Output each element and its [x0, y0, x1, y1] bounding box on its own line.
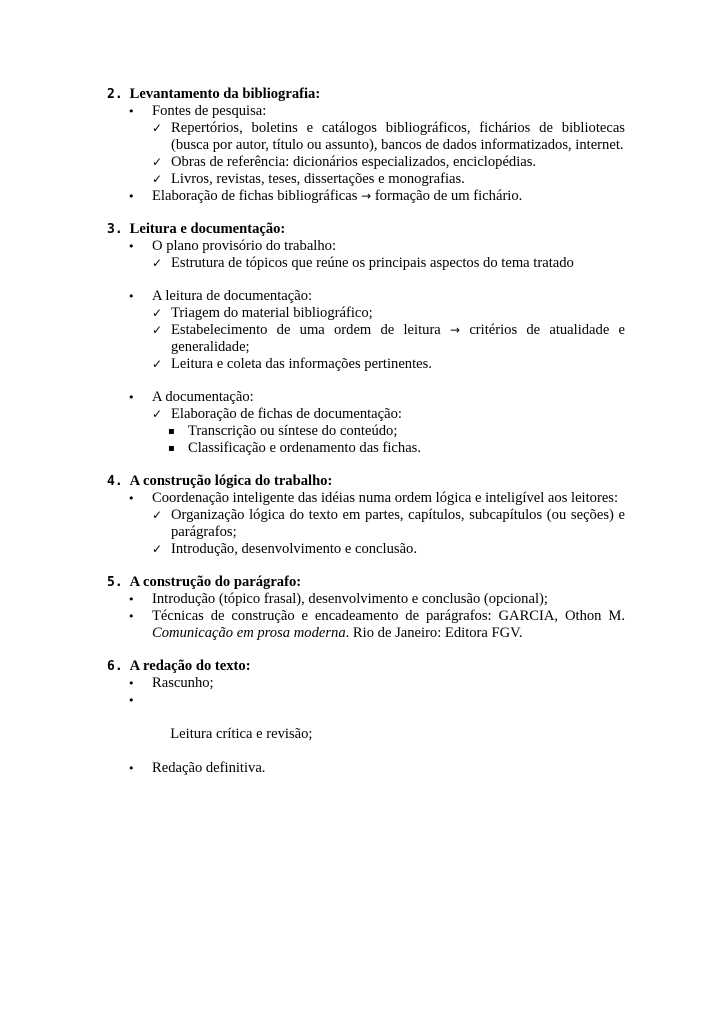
list-item: [107, 541, 625, 558]
section-title-text: A redação do texto:: [129, 658, 251, 674]
section-number: 3.: [107, 222, 123, 237]
bullet-icon: •: [128, 593, 135, 606]
section-number: 5.: [107, 575, 123, 590]
bullet-icon: •: [128, 391, 135, 404]
list-item: [107, 406, 625, 423]
list-item-text: Transcrição ou síntese do conteúdo;: [188, 423, 398, 439]
list-item: [107, 608, 625, 642]
section-title-text: Levantamento da bibliografia:: [129, 86, 321, 102]
check-icon: ✓: [152, 508, 163, 522]
bullet-icon: •: [128, 610, 135, 623]
book-title: Comunicação em prosa moderna: [152, 625, 346, 641]
arrow-right-icon: →: [361, 189, 372, 203]
list-item: [107, 675, 625, 692]
list-item: [107, 760, 625, 777]
list-item: [107, 120, 625, 154]
section-number: 4.: [107, 474, 123, 489]
list-item: [107, 507, 625, 541]
arrow-right-icon: →: [450, 323, 461, 337]
bullet-icon: •: [128, 105, 135, 118]
list-item: [107, 171, 625, 188]
bullet-icon: •: [128, 240, 135, 253]
section-title-text: A construção lógica do trabalho:: [129, 473, 333, 489]
list-item-text: Estrutura de tópicos que reúne os principais aspectos do tema tratado: [171, 255, 574, 271]
section-number: 6.: [107, 659, 123, 674]
list-item-text: Leitura crítica e revisão;: [166, 726, 313, 742]
list-item: [107, 188, 625, 205]
check-icon: ✓: [152, 323, 163, 337]
section-title-text: A construção do parágrafo:: [129, 574, 302, 590]
list-item-text: Obras de referência: dicionários especializados, enciclopédias.: [171, 154, 537, 170]
section-5-title: [107, 574, 625, 591]
bullet-icon: •: [128, 694, 135, 707]
list-item-text: Estabelecimento de uma ordem de leitura: [171, 322, 441, 338]
section-title-text: Leitura e documentação:: [129, 221, 286, 237]
bullet-icon: •: [128, 677, 135, 690]
list-item-text: O plano provisório do trabalho:: [152, 238, 337, 254]
list-item-text: A leitura de documentação:: [152, 288, 313, 304]
list-item: [107, 356, 625, 373]
check-icon: ✓: [152, 256, 163, 270]
check-icon: ✓: [152, 121, 163, 135]
list-item-text: Introdução, desenvolvimento e conclusão.: [171, 541, 417, 557]
list-item-text: Classificação e ordenamento das fichas.: [188, 440, 422, 456]
list-item: [107, 692, 625, 760]
check-icon: ✓: [152, 306, 163, 320]
list-item: [107, 389, 625, 406]
list-item-text: Elaboração de fichas de documentação:: [171, 406, 402, 422]
square-bullet-icon: ▪: [168, 443, 175, 454]
bullet-icon: •: [128, 290, 135, 303]
list-item-text: Leitura e coleta das informações pertinentes.: [171, 356, 432, 372]
list-item-text: Introdução (tópico frasal), desenvolvimento e conclusão (opcional);: [152, 591, 548, 607]
check-icon: ✓: [152, 407, 163, 421]
list-item-text: Triagem do material bibliográfico;: [171, 305, 373, 321]
list-item-text: Repertórios, boletins e catálogos bibliográficos, fichários de bibliotecas (busca por autor, título ou assunto), bancos de dados informatizados, internet.: [171, 120, 625, 153]
list-item: [107, 255, 625, 272]
list-item: [107, 288, 625, 305]
check-icon: ✓: [152, 172, 163, 186]
check-icon: ✓: [152, 357, 163, 371]
list-item-text: Fontes de pesquisa:: [152, 103, 267, 119]
list-item-text: Redação definitiva.: [152, 760, 266, 776]
list-item: [107, 322, 625, 356]
book-reference: . Rio de Janeiro: Editora FGV.: [345, 625, 523, 641]
list-item: [107, 305, 625, 322]
bullet-icon: •: [128, 492, 135, 505]
list-item-text: critérios de atualidade e generalidade;: [171, 322, 626, 355]
list-item: [107, 103, 625, 120]
list-item: [107, 440, 625, 457]
list-item: [107, 238, 625, 255]
list-item: [107, 423, 625, 440]
list-item-text: Coordenação inteligente das idéias numa ordem lógica e inteligível aos leitores:: [152, 490, 619, 506]
list-item-text: formação de um fichário.: [374, 188, 523, 204]
list-item-text: Técnicas de construção e encadeamento de parágrafos: GARCIA, Othon M.: [152, 608, 625, 624]
list-item: [107, 490, 625, 507]
list-item-text: Rascunho;: [152, 675, 214, 691]
section-2-title: [107, 86, 625, 103]
check-icon: ✓: [152, 542, 163, 556]
section-4-title: [107, 473, 625, 490]
list-item-text: Livros, revistas, teses, dissertações e monografias.: [171, 171, 465, 187]
list-item: [107, 154, 625, 171]
bullet-icon: •: [128, 762, 135, 775]
check-icon: ✓: [152, 155, 163, 169]
list-item-text: A documentação:: [152, 389, 254, 405]
section-6-title: [107, 658, 625, 675]
square-bullet-icon: ▪: [168, 426, 175, 437]
list-item-text: Elaboração de fichas bibliográficas: [152, 188, 358, 204]
list-item-text: Organização lógica do texto em partes, capítulos, subcapítulos (ou seções) e parágrafos;: [171, 507, 625, 540]
document-page: [107, 86, 625, 777]
list-item: [107, 591, 625, 608]
bullet-icon: •: [128, 190, 135, 203]
section-3-title: [107, 221, 625, 238]
section-number: 2.: [107, 87, 123, 102]
